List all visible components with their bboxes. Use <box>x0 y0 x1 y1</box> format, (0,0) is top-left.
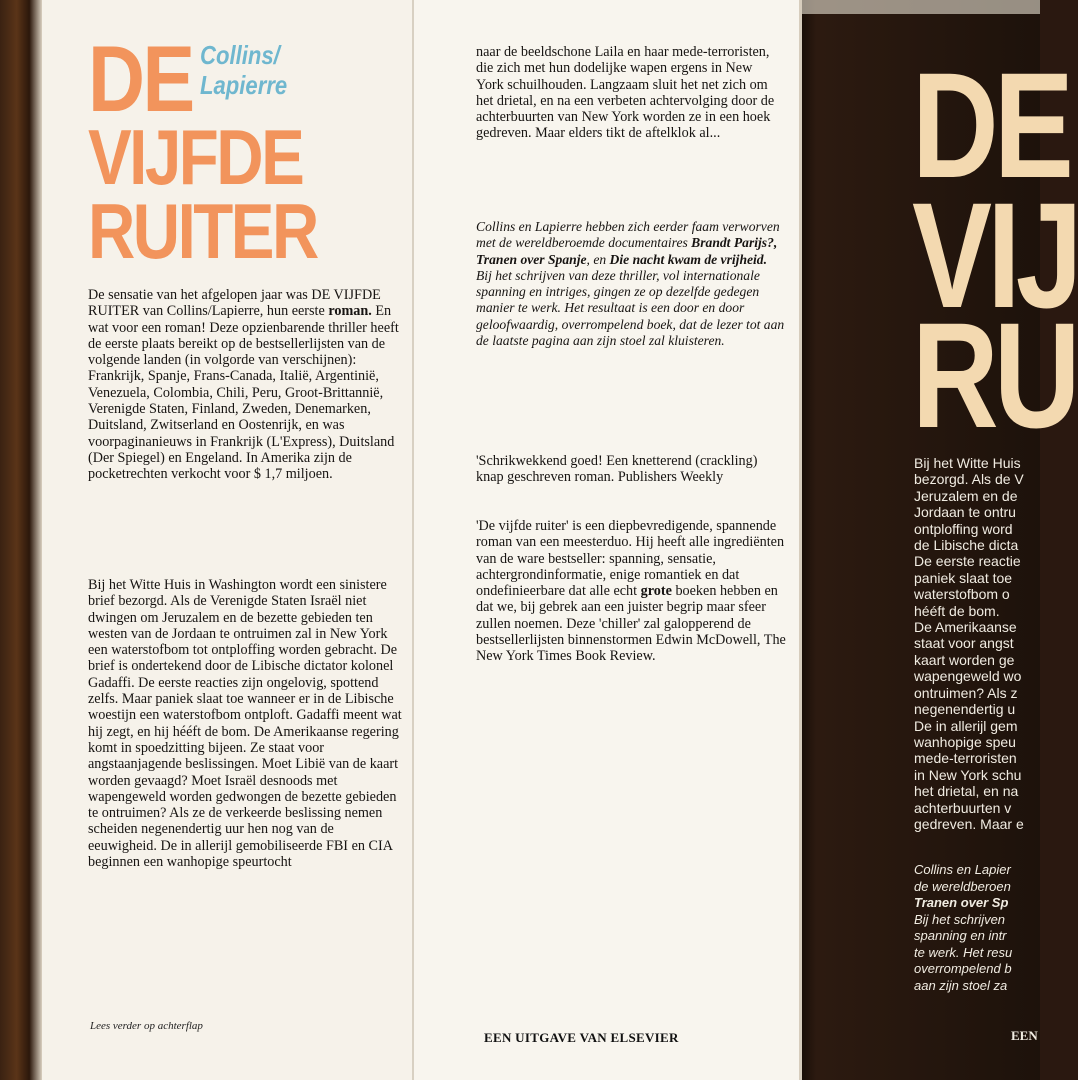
cover-italic-line: Collins en Lapier <box>914 862 1011 877</box>
cover-line: negenendertig u <box>914 701 1016 718</box>
cover-italic-line: de wereldberoen <box>914 878 1011 894</box>
author-names <box>200 40 287 100</box>
cover-line: kaart worden ge <box>914 651 1015 668</box>
quote2-grote: grote <box>640 583 672 600</box>
cover-line: wanhopige speu <box>914 733 1016 750</box>
publisher-line: EEN UITGAVE VAN ELSEVIER <box>484 1030 679 1045</box>
jacket-left-edge <box>0 0 42 1080</box>
cover-line: staat voor angst <box>914 635 1014 652</box>
cover-wear <box>802 0 1040 14</box>
cover-publisher-fragment: EEN <box>1011 1028 1038 1043</box>
author-collins: Collins/ <box>200 40 280 70</box>
continuation-paragraph: naar de beeldschone Laila en haar mede-terroristen, die zich met hun dodelijke wapen ergens in New York schuilhouden. Langzaam sluit het net zich om het drietal, en na een verbeten achtervolging door de achterbuurten van New York worden ze in een hoek gedreven. Maar elders tikt de aftelklok al... <box>476 44 775 142</box>
cover-line: De eerste reactie <box>914 553 1021 570</box>
authors-text-a: Collins en Lapierre hebben zich eerder faam verworven met de wereldberoemde documentaires <box>476 219 780 251</box>
cover-line: het drietal, en na <box>914 783 1019 800</box>
cover-line: waterstofbom o <box>914 586 1010 603</box>
intro-text-b: En wat voor een roman! Deze opzienbarende thriller heeft de eerste plaats bereikt op de bestsellerlijsten van de volgende landen (in volgorde van verschijnen): Frankrijk, Spanje, Frans-Canada, Italië, Argentinië, Venezuela, Colombia, Chili, Peru, Groot-Brittannië, Verenigde Staten, Finland, Zweden, Denemarken, Duitsland, Zwitserland en Oostenrijk, en was voorpaginanieuws in Frankrijk (L'Express), Duitsland (Der Spiegel) en Engeland. In Amerika zijn de pocketrechten verkocht voor $ 1,7 miljoen. <box>88 303 399 483</box>
cover-line: Jordaan te ontru <box>914 504 1016 521</box>
quote2-text-b: boeken hebben en dat we, bij gebrek aan een juister begrip maar sfeer zullen noemen. Deze 'chiller' zal galopperend de bestsellerlijsten binnenstormen Edwin McDowell, The New York Times Book Review. <box>476 583 786 665</box>
cover-line: de Libische dicta <box>914 537 1019 554</box>
cover-line: achterbuurten v <box>914 799 1012 816</box>
intro-roman: roman. <box>328 303 372 320</box>
cover-authors-text <box>914 862 1044 994</box>
title-vijfde: VIJFDE <box>88 113 303 201</box>
cover-line: ontruimen? Als z <box>914 684 1018 701</box>
continue-note: Lees verder op achterflap <box>90 1020 203 1032</box>
cover-italic-line: te werk. Het resu <box>914 944 1013 960</box>
authors-mid: , en <box>586 251 610 267</box>
story-paragraph: Bij het Witte Huis in Washington wordt een sinistere brief bezorgd. Als de Verenigde Staten Israël niet dwingen om Jeruzalem en de bezette gebieden ten westen van de Jordaan te ontruimen zal in New York een waterstofbom tot ontploffing worden gebracht. De brief is ondertekend door de Libische dictator kolonel Gadaffi. De eerste reacties zijn ongelovig, spottend zelfs. Maar paniek slaat toe wanneer er in de Libische woestijn een waterstofbom ontploft. Gadaffi meent wat hij zegt, en hij hééft de bom. De Amerikaanse regering komt in spoedzitting bijeen. Ze staat voor angstaanjagende beslissingen. Moet Libië van de kaart worden gevaagd? Moet Israël desnoods met wapengeweld worden gedwongen de bezette gebieden te ontruimen? Als ze de verkeerde beslissing nemen scheiden negenendertig uur hen nog van de eeuwigheid. De in allerijl gemobiliseerde FBI en CIA beginnen een wanhopige speurtocht <box>88 577 402 871</box>
cover-line: paniek slaat toe <box>914 569 1013 586</box>
cover-italic-line: spanning en intr <box>914 928 1007 943</box>
cover-story-text <box>914 455 1044 832</box>
title-de: DE <box>88 26 193 131</box>
cover-line: in New York schu <box>914 766 1022 783</box>
cover-line: Bij het Witte Huis <box>914 455 1021 471</box>
vrijheid-title: Die nacht kwam de vrijheid. <box>609 251 768 267</box>
cover-italic-line: overrompelend b <box>914 961 1012 976</box>
intro-text-a: De sensatie van het afgelopen jaar was DE VIJFDE RUITER van Collins/Lapierre, hun eerste <box>88 287 381 320</box>
cover-line: gedreven. Maar e <box>914 815 1024 832</box>
cover-line: wapengeweld wo <box>914 668 1022 685</box>
cover-title-de: DE <box>912 41 1070 209</box>
cover-italic-line: Bij het schrijven <box>914 911 1006 927</box>
title-ruiter: RUITER <box>88 187 317 275</box>
cover-line: De Amerikaanse <box>914 619 1017 636</box>
cover-title-ru: RU <box>912 291 1076 459</box>
cover-italic-line: aan zijn stoel za <box>914 977 1008 993</box>
review-quote-1: 'Schrikwekkend goed! Een knetterend (crackling) knap geschreven roman. Publishers Weekly <box>476 453 758 486</box>
cover-line: Jeruzalem en de <box>914 487 1018 504</box>
authors-text-b: Bij het schrijven van deze thriller, vol internationale spanning en intriges, gingen ze op dezelfde gedegen manier te werk. Het resultaat is een door en door geloofwaardig, overrompelend boek, dat de lezer tot aan de laatste pagina aan zijn stoel zal kluisteren. <box>476 267 785 349</box>
cover-line: bezorgd. Als de V <box>914 471 1024 488</box>
cover-line: mede-terroristen <box>914 750 1017 767</box>
review-quote-2 <box>476 518 786 665</box>
intro-paragraph <box>88 287 406 483</box>
cover-line: De in allerijl gem <box>914 717 1018 734</box>
quote2-text-a: 'De vijfde ruiter' is een diepbevredigende, spannende roman van een meesterduo. Hij heeft alle ingrediënten van de ware bestseller: spanning, sensatie, achtergrondinformatie, enige romantiek en dat ondefinieerbare dat alle echt <box>476 518 785 600</box>
cover-line: ontploffing word <box>914 520 1013 537</box>
authors-paragraph <box>476 219 786 349</box>
cover-line: hééft de bom. <box>914 602 1000 619</box>
documentaries-titles: Brandt Parijs?, Tranen over Spanje <box>476 235 778 267</box>
cover-title-vij: VIJ <box>912 171 1078 339</box>
cover-italic-line: Tranen over Sp <box>914 895 1009 910</box>
author-lapierre: Lapierre <box>200 70 288 100</box>
